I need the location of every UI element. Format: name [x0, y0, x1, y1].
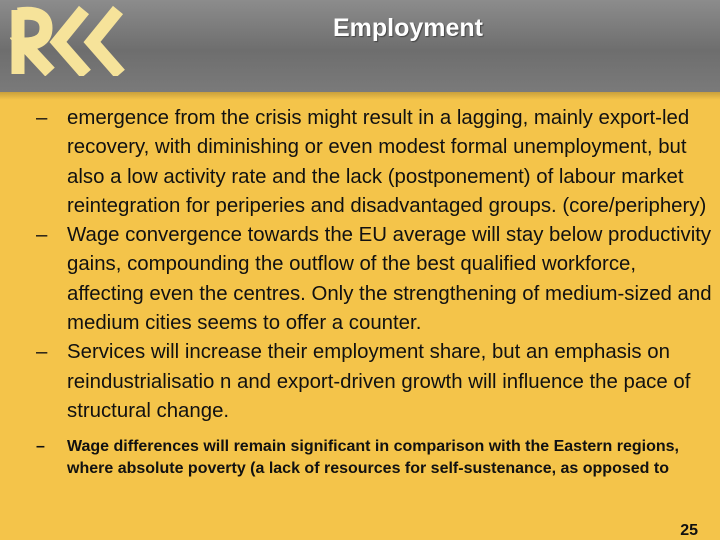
bullet-dash: –: [36, 107, 48, 129]
bullet-text: emergence from the crisis might result in a lagging, mainly export-led recovery, with diminishing or even modest formal unemployment, but also a low activity rate and the lack (postponement) of labour market reintegration for periperies and disadvantaged groups. (core/periphery): [67, 107, 707, 217]
bullet-text: Wage convergence towards the EU average will stay below productivity gains, compounding the outflow of the best qualified workforce, affecting even the centres. Only the strengthening of medium-sized and medium cities seems to offer a counter.: [67, 224, 712, 335]
bullet-dash: –: [36, 438, 45, 456]
bullet-dash: –: [36, 341, 48, 364]
bullet-text: Wage differences will remain significant in comparison with the Eastern regions, where absolute poverty (a lack of resources for self-sustenance, as opposed to: [67, 438, 679, 477]
bullet-text: Services will increase their employment share, but an emphasis on reindustrialisatio n and export-driven growth will influence the pace of structural change.: [67, 341, 691, 422]
page-number: 25: [680, 522, 698, 539]
bullet-item: [36, 436, 716, 479]
bullet-item: [36, 104, 716, 221]
bullet-dash: –: [36, 224, 48, 247]
slide-header: [0, 0, 720, 92]
bullet-item: [36, 338, 716, 426]
bullet-item: [36, 221, 716, 338]
slide-title: Employment: [332, 14, 484, 42]
logo-chevrons-icon: [10, 4, 134, 76]
header-shadow: [0, 92, 720, 100]
bullet-list: [36, 104, 716, 479]
